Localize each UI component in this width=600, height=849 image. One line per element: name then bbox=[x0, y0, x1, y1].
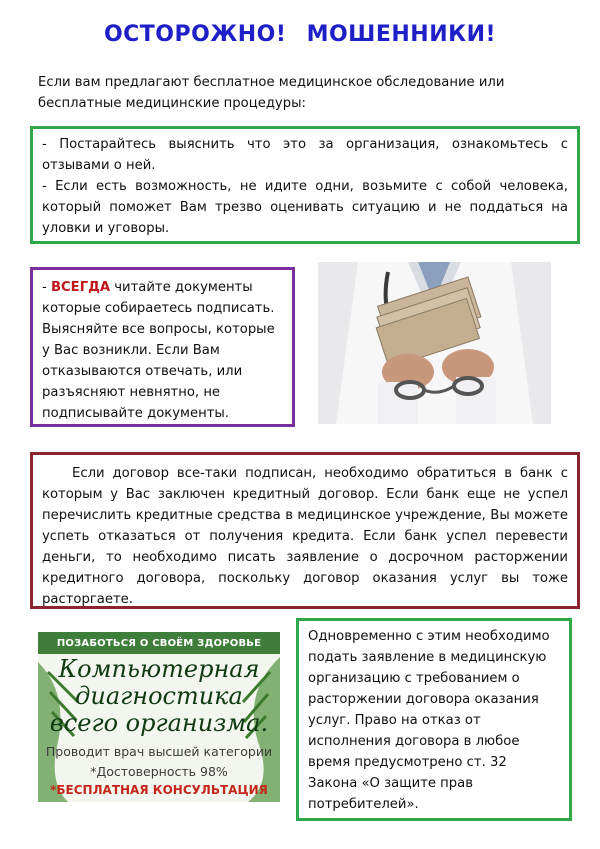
promo-title-line-2: диагностика bbox=[75, 682, 243, 710]
advice-line-1: - Постарайтесь выяснить что это за организация, ознакомьтесь с отзывами о ней. bbox=[42, 137, 568, 173]
promo-headline: ПОЗАБОТЬСЯ О СВОЁМ ЗДОРОВЬЕ bbox=[56, 638, 262, 649]
always-text: читайте документы которые собираетесь подписать. Выясняйте все вопросы, которые у Вас возникли. Если Вам отказываются отвечать, или разъясняют невнятно, не подписывайте документы. bbox=[42, 280, 275, 421]
promo-title-line-3: всего организма. bbox=[49, 709, 269, 737]
always-highlight: ВСЕГДА bbox=[50, 280, 111, 295]
intro-text: Если вам предлагают бесплатное медицинское обследование или бесплатные медицинские процедуры: bbox=[38, 75, 505, 111]
advice-line-2: - Если есть возможность, не идите одни, возьмите с собой человека, который поможет Вам трезво оценивать ситуацию и не поддаться на уловки и уговоры. bbox=[42, 179, 568, 236]
promo-free-consultation: *БЕСПЛАТНАЯ КОНСУЛЬТАЦИЯ bbox=[50, 783, 268, 797]
promo-title-line-1: Компьютерная bbox=[58, 655, 260, 683]
advice-box-red bbox=[30, 452, 580, 609]
promo-accuracy: *Достоверность 98% bbox=[90, 764, 228, 779]
promo-flyer-image bbox=[38, 632, 280, 802]
promo-doctor: Проводит врач высшей категории bbox=[45, 744, 273, 759]
doctor-money-photo bbox=[318, 262, 551, 424]
page-title: ОСТОРОЖНО! МОШЕННИКИ! bbox=[103, 22, 497, 47]
contract-text: Если договор все-таки подписан, необходимо обратиться в банк с которым у Вас заключен кредитный договор. Если банк еще не успел перечислить кредитные средства в медицинское учреждение, Вы можете успеть отказаться от получения кредита. Если банк успел перевести деньги, то необходимо писать заявление о досрочном расторжении кредитного договора, поскольку договор оказания услуг вы тоже расторгаете. bbox=[42, 466, 568, 607]
always-prefix: - bbox=[42, 280, 51, 295]
advice-box-green-2 bbox=[296, 618, 572, 821]
termination-text: Одновременно с этим необходимо подать заявление в медицинскую организацию с требованием о расторжении договора оказания услуг. Право на отказ от исполнения договора в любое время предусмотрено ст. 32 Закона «О защите прав потребителей». bbox=[308, 629, 550, 812]
doctor-illustration bbox=[318, 262, 551, 424]
advice-box-purple bbox=[30, 267, 295, 427]
advice-box-green bbox=[30, 126, 580, 244]
